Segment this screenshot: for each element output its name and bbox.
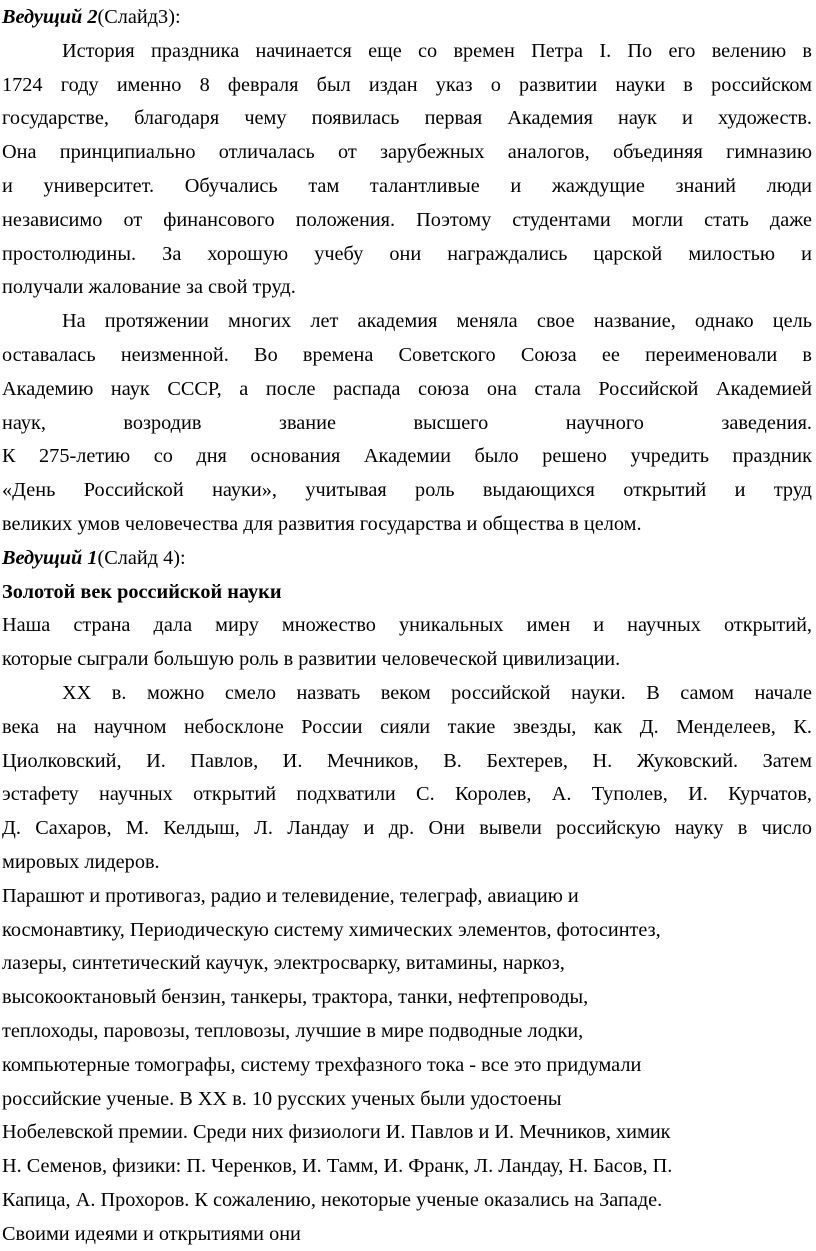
- text-line: На протяжении многих лет академия меняла свое название, однако цель: [62, 310, 812, 333]
- text-line: простолюдины. За хорошую учебу они награждались царской милостью и: [2, 242, 812, 265]
- text-line: Циолковский, И. Павлов, И. Мечников, В. Бехтерев, Н. Жуковский. Затем: [2, 749, 812, 772]
- paragraph-intro: [0, 609, 816, 677]
- text-line: Д. Сахаров, М. Келдыш, Л. Ландау и др. Они вывели российскую науку в число: [2, 817, 812, 840]
- text-line: К 275-летию со дня основания Академии было решено учредить праздник: [2, 445, 812, 468]
- speaker-slide-1: (Слайд 4):: [97, 546, 186, 569]
- text-line: высокооктановый бензин, танкеры, трактора, танки, нефтепроводы,: [2, 986, 589, 1009]
- text-line: Н. Семенов, физики: П. Черенков, И. Тамм, И. Франк, Л. Ландау, Н. Басов, П.: [2, 1155, 673, 1178]
- text-line: эстафету научных открытий подхватили С. Королев, А. Туполев, И. Курчатов,: [2, 783, 812, 806]
- text-line: века на научном небосклоне России сияли такие звезды, как Д. Менделеев, К.: [2, 715, 812, 738]
- text-line: Наша страна дала миру множество уникальных имен и научных открытий,: [2, 614, 812, 637]
- paragraph-20th-century: [0, 677, 816, 880]
- paragraph-academy: [0, 305, 816, 542]
- section-heading: Золотой век российской науки: [2, 580, 282, 603]
- text-line: независимо от финансового положения. Поэтому студентами могли стать даже: [2, 208, 812, 231]
- text-line: «День Российской науки», учитывая роль выдающихся открытий и труд: [2, 479, 812, 502]
- text-line: лазеры, синтетический каучук, электросварку, витамины, наркоз,: [2, 952, 565, 975]
- text-line: космонавтику, Периодическую систему химических элементов, фотосинтез,: [2, 918, 661, 941]
- text-line: и университет. Обучались там талантливые и жаждущие знаний люди: [2, 174, 812, 197]
- text-line: Академию наук СССР, а после распада союза она стала Российской Академией: [2, 377, 812, 400]
- paragraph-history: [0, 35, 816, 305]
- text-line: Капица, А. Прохоров. К сожалению, некоторые ученые оказались на Западе.: [2, 1188, 663, 1211]
- speaker-name-1: Ведущий 1: [2, 546, 98, 569]
- text-line: государстве, благодаря чему появилась первая Академия наук и художеств.: [2, 107, 812, 130]
- text-line: великих умов человечества для развития государства и общества в целом.: [2, 512, 642, 535]
- speaker-name-2: Ведущий 2: [2, 6, 98, 28]
- speaker-line-2: [0, 1, 816, 35]
- text-line: теплоходы, паровозы, тепловозы, лучшие в мире подводные лодки,: [2, 1019, 584, 1042]
- text-line: Она принципиально отличалась от зарубежных аналогов, объединяя гимназию: [2, 141, 812, 164]
- text-line: 1724 году именно 8 февраля был издан указ о развитии науки в российском: [2, 73, 812, 96]
- text-line: оставалась неизменной. Во времена Советского Союза ее переименовали в: [2, 343, 812, 366]
- text-line: История праздника начинается еще со времен Петра I. По его велению в: [62, 39, 812, 62]
- text-line: компьютерные томографы, систему трехфазного тока - все это придумали: [2, 1053, 642, 1076]
- text-line: Своими идеями и открытиями они: [2, 1222, 301, 1245]
- text-line: мировых лидеров.: [2, 850, 160, 873]
- text-line: российские ученые. В XX в. 10 русских ученых были удостоены: [2, 1087, 562, 1110]
- text-line: получали жалование за свой труд.: [2, 276, 296, 299]
- speaker-line-1: [0, 542, 816, 576]
- text-line: которые сыграли большую роль в развитии человеческой цивилизации.: [2, 648, 621, 671]
- text-line: наук, возродив звание высшего научного заведения.: [2, 411, 812, 434]
- text-line: Парашют и противогаз, радио и телевидение, телеграф, авиацию и: [2, 884, 579, 907]
- paragraph-inventions: [0, 880, 816, 1251]
- speaker-slide-2: (Слайд3):: [97, 6, 181, 28]
- text-line: XX в. можно смело назвать веком российской науки. В самом начале: [62, 681, 812, 704]
- text-line: Нобелевской премии. Среди них физиологи И. Павлов и И. Мечников, химик: [2, 1121, 671, 1144]
